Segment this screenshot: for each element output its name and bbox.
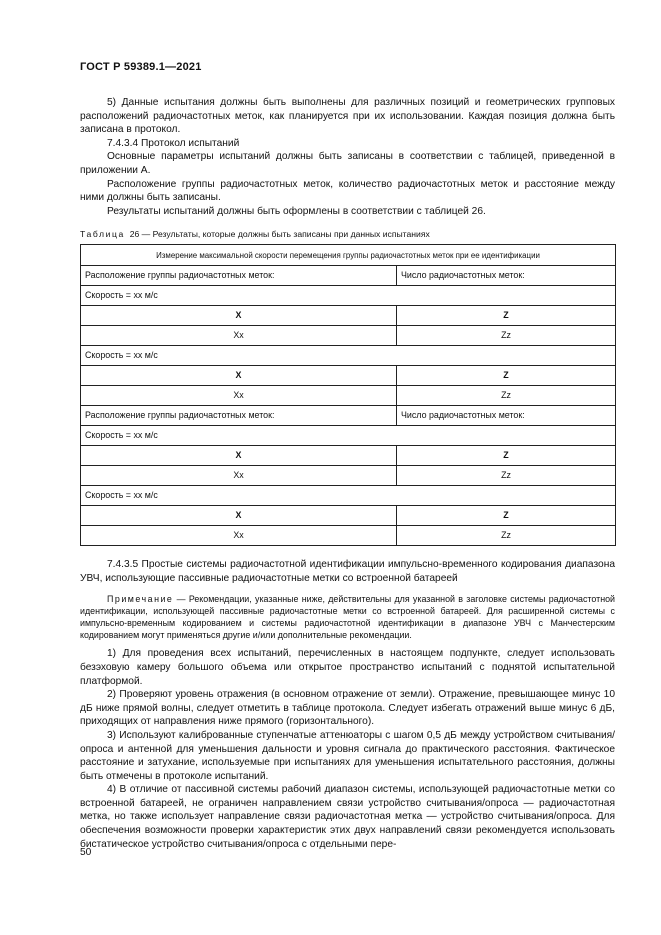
table-cell-x-head: X: [81, 366, 397, 386]
table-cell-count: Число радиочастотных меток:: [397, 266, 616, 286]
table-row: [81, 486, 616, 506]
table-row: [81, 286, 616, 306]
paragraph-item-4: 4) В отличие от пассивной системы рабочий диапазон системы, использующей радиочастотные метки со встроенной батареей, не ограничен направлением связи устройство считывания/опроса — радиочастотная метка, но также использует направление связи радиочастотная метка — устройство считывания/опроса. Для обеспечения возможности проверки характеристик этих двух направлений связи рекомендуется использовать бистатическое устройство считывания/опроса с отдельными пере-: [80, 784, 615, 850]
table-row: [81, 526, 616, 546]
table-cell-x-head: X: [81, 306, 397, 326]
table-caption-text: 26 — Результаты, которые должны быть записаны при данных испытаниях: [129, 229, 430, 240]
table-row: [81, 266, 616, 286]
table-caption-label: Таблица: [80, 229, 125, 240]
section-heading-7434: 7.4.3.4 Протокол испытаний: [107, 137, 240, 149]
table-header-cell: Измерение максимальной скорости перемещения группы радиочастотных меток при ее идентификации: [81, 245, 616, 266]
table-cell-location: Расположение группы радиочастотных меток:: [81, 266, 397, 286]
table-cell-speed: Скорость = хх м/с: [81, 346, 616, 366]
document-header: ГОСТ Р 59389.1—2021: [80, 61, 202, 73]
table-row: [81, 326, 616, 346]
table-cell-location: Расположение группы радиочастотных меток:: [81, 406, 397, 426]
table-cell-z-head: Z: [397, 366, 616, 386]
table-row: [81, 406, 616, 426]
note-paragraph: [80, 593, 615, 642]
paragraph: Основные параметры испытаний должны быть записаны в соответствии с таблицей, приведенной в приложении А.: [80, 151, 615, 176]
table-cell-x-value: Xx: [81, 326, 397, 346]
table-row: [81, 466, 616, 486]
table-row: [81, 306, 616, 326]
note-label: Примечание: [107, 593, 174, 604]
main-text: [80, 96, 615, 851]
note-text: — Рекомендации, указанные ниже, действительны для указанной в заголовке системы радиочастотной идентификации, использующей пассивные радиочастотные метки со встроенной батареей. Для расширенной системы с импульсно-временным кодированием и системы радиочастотной идентификации в диапазоне УВЧ с Манчестерским кодированием могут применяться другие и/или дополнительные рекомендации.: [80, 593, 615, 641]
table-row: [81, 386, 616, 406]
paragraph-item-2: 2) Проверяют уровень отражения (в основном отражение от земли). Отражение, превышающее минус 10 дБ ниже прямой волны, следует отметить в таблице протокола. Следует избегать отражений выше минус 6 дБ, приходящих от направления ниже прямого (горизонтального).: [80, 689, 615, 728]
table-cell-z-head: Z: [397, 446, 616, 466]
paragraph: Результаты испытаний должны быть оформлены в соответствии с таблицей 26.: [107, 205, 486, 217]
table-cell-speed: Скорость = хх м/с: [81, 426, 616, 446]
table-cell-z-value: Zz: [397, 386, 616, 406]
table-cell-x-head: X: [81, 446, 397, 466]
table-cell-z-value: Zz: [397, 326, 616, 346]
table-cell-z-value: Zz: [397, 466, 616, 486]
table-row: [81, 446, 616, 466]
table-cell-x-value: Xx: [81, 386, 397, 406]
table-cell-count: Число радиочастотных меток:: [397, 406, 616, 426]
table-cell-speed: Скорость = хх м/с: [81, 486, 616, 506]
table-caption: [80, 228, 615, 240]
results-table: [80, 244, 616, 546]
table-cell-x-head: X: [81, 506, 397, 526]
table-cell-z-value: Zz: [397, 526, 616, 546]
table-row: [81, 506, 616, 526]
page-number: 50: [80, 847, 92, 858]
table-row: [81, 366, 616, 386]
table-cell-speed: Скорость = хх м/с: [81, 286, 616, 306]
spacer: [80, 546, 615, 558]
table-cell-z-head: Z: [397, 306, 616, 326]
table-cell-z-head: Z: [397, 506, 616, 526]
table-cell-x-value: Xx: [81, 466, 397, 486]
table-header-row: [81, 245, 616, 266]
paragraph: Расположение группы радиочастотных меток, количество радиочастотных меток и расстояние между ними должны быть записаны.: [80, 178, 615, 204]
paragraph-item-3: 3) Используют калиброванные ступенчатые аттенюаторы с шагом 0,5 дБ между устройством считывания/опроса и антенной для уменьшения дальности и уровня сигнала до практического расстояния. Фактическое расстояние и затухание, используемые при испытаниях для уменьшения испытательного расстояния, должны быть отмечены в протоколе испытаний.: [80, 729, 615, 782]
table-row: [81, 346, 616, 366]
paragraph-item-5: 5) Данные испытания должны быть выполнены для различных позиций и геометрических групповых расположений радиочастотных меток, как планируется при их использовании. Каждая позиция должна быть записана в протокол.: [80, 97, 615, 136]
paragraph-item-1: 1) Для проведения всех испытаний, перечисленных в настоящем подпункте, следует использовать безэховую камеру большого объема или открытое пространство испытаний с поднятой испытательной платформой.: [80, 648, 615, 687]
table-cell-x-value: Xx: [81, 526, 397, 546]
table-row: [81, 426, 616, 446]
section-heading-7435: 7.4.3.5 Простые системы радиочастотной идентификации импульсно-временного кодирования диапазона УВЧ, использующие пассивные радиочастотные метки со встроенной батареей: [80, 559, 615, 584]
